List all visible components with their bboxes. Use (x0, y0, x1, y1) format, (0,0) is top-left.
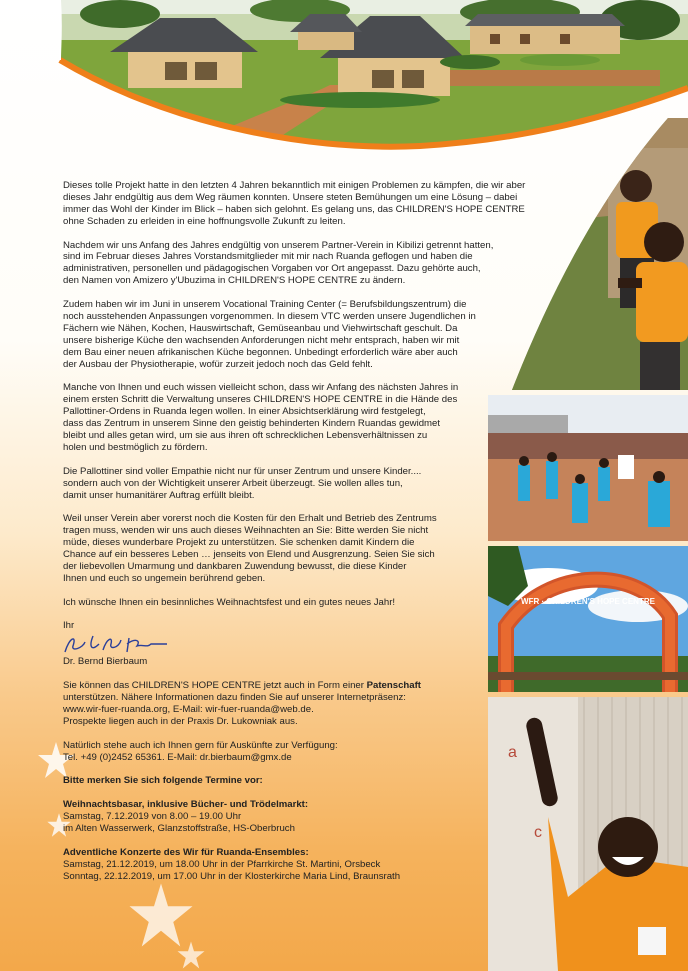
text-line: Ich wünsche Ihnen ein besinnliches Weihnachtsfest und ein gutes neues Jahr! (63, 596, 396, 608)
decorative-star-icon (176, 940, 206, 970)
closing-greeting (63, 620, 503, 632)
text-line: Dieses tolle Projekt hatte in den letzten 4 Jahren bekanntlich mit einigen Problemen zu kämpfen, die wir aber (63, 180, 526, 191)
paragraph-season-greeting (63, 597, 503, 609)
event-place: im Alten Wasserwerk, Glanzstoffstraße, HS-Oberbruch (63, 822, 295, 834)
photo-smiling-boy (488, 697, 688, 971)
photo-two-boys (488, 118, 688, 390)
sponsorship-bold: Patenschaft (366, 680, 422, 692)
text-line: den Namen von Amizero y'Ubuzima in CHILDREN'S HOPE CENTRE zu ändern. (63, 275, 406, 287)
text-line: immer das Wohl der Kinder im Blick – haben sich gelohnt. Es gelang uns, das CHILDREN'S HOPE CENTRE (63, 203, 525, 215)
text-line: sondern auch von der Wichtigkeit unserer Arbeit überzeugt. Sie wollen alles tun, (63, 477, 403, 489)
photo-dancers (488, 395, 688, 541)
text-line: ohne Schaden zu erleiden in eine hoffnungsvolle Zukunft zu leiten. (63, 215, 346, 227)
text-line: dieses Jahr endgültig aus dem Weg räumen konnten. Unsere steten Bemühungen um eine Lösung – dabei (63, 191, 518, 203)
gate-sign-text: WFR · CHILDREN'S HOPE CENTRE (521, 597, 655, 606)
sponsorship-text: Sie können das CHILDREN'S HOPE CENTRE jetzt auch in Form einer (63, 680, 367, 692)
header-photo-buildings (0, 0, 688, 150)
text-line: unterstützen. Nähere Informationen dazu finden Sie auf unserer Internetpräsenz: (63, 692, 406, 704)
text-line: Natürlich stehe auch ich Ihnen gern für Auskünfte zur Verfügung: (63, 739, 338, 751)
paragraph-pallottine-handover (63, 382, 503, 453)
text-line: Pallottiner-Ordens in Ruanda legen wollen. In einer Absichtserklärung wird festgelegt, (63, 406, 426, 418)
text-line: der Ausbau der Physiotherapie, wofür zurzeit jedoch noch das Geld fehlt. (63, 358, 373, 370)
contact-phone-email: Tel. +49 (0)2452 65361. E-Mail: dr.bierbaum@gmx.de (63, 751, 292, 763)
events-heading (63, 775, 503, 787)
event-date: Samstag, 7.12.2019 von 8.00 – 19.00 Uhr (63, 811, 242, 823)
text-line: der liebevollen Umarmung und dankbaren Zuwendung bewusst, die diese Kinder (63, 560, 407, 572)
paragraph-pallottine-empathy (63, 466, 503, 502)
paragraph-contact (63, 740, 503, 764)
text-line: sind im Februar dieses Jahres Vorstandsmitglieder mit mir nach Ruanda geflogen und haben die (63, 251, 473, 263)
text-line: Ihnen und euch so ungemein berührend geben. (63, 572, 266, 584)
text-line: Bitte merken Sie sich folgende Termine vor: (63, 775, 263, 787)
text-line: noch ausstehenden Anpassungen vorgenommen. In diesem VTC werden unsere Jugendlichen in (63, 310, 476, 322)
text-line: holen und bestmöglich zu fördern. (63, 441, 208, 453)
text-line: dem Bau einer neuen afrikanischen Küche begonnen. Unbedingt erforderlich wäre aber auch (63, 346, 458, 358)
event-title: Weihnachtsbasar, inklusive Bücher- und Trödelmarkt: (63, 799, 309, 811)
text-line: Chance auf ein besseres Leben … jenseits von Elend und Ausgrenzung. Seien Sie sich (63, 549, 435, 561)
event-bazaar (63, 799, 503, 835)
letter-body (63, 180, 526, 894)
text-line: dass das Zentrum in unserem Sinne den geistig behinderten Kindern Ruandas gewidmet (63, 418, 441, 430)
text-line: Nachdem wir uns Anfang des Jahres endgültig von unserem Partner-Verein in Kibilizi getrennt hatten, (63, 239, 494, 251)
text-line: unsere bisherige Küche den wachsenden Anforderungen nicht mehr entsprach, haben wir mit (63, 334, 460, 346)
text-line: Manche von Ihnen und euch wissen vielleicht schon, dass wir Anfang des nächsten Jahres in (63, 382, 459, 394)
text-line: Prospekte liegen auch in der Praxis Dr. Lukowniak aus. (63, 715, 298, 727)
text-line: administrativen, personellen und pädagogischen Vorgaben vor Ort angepasst. Dazu gehörte auch, (63, 263, 481, 275)
signature (63, 632, 503, 656)
text-line: Weil unser Verein aber vorerst noch die Kosten für den Erhalt und Betrieb des Zentrums (63, 513, 437, 525)
text-line: Dr. Bernd Bierbaum (63, 656, 148, 668)
event-title: Adventliche Konzerte des Wir für Ruanda-Ensembles: (63, 846, 309, 858)
text-line (63, 680, 503, 692)
paragraph-christmas-appeal (63, 513, 503, 584)
paragraph-partner-separation (63, 240, 503, 288)
paragraph-vtc (63, 299, 503, 370)
photo-gate (488, 546, 688, 692)
paragraph-project-problems (63, 180, 526, 228)
text-line: Zudem haben wir im Juni in unserem Vocational Training Center (= Berufsbildungszentrum) die (63, 299, 467, 311)
event-concerts (63, 847, 503, 883)
event-date: Sonntag, 22.12.2019, um 17.00 Uhr in der Klosterkirche Maria Lind, Braunsrath (63, 870, 401, 882)
closing-name (63, 656, 503, 668)
text-line: einem ersten Schritt die Verwaltung unseres CHILDREN'S HOPE CENTRE in die Hände des (63, 394, 458, 406)
text-line: tragen muss, wenden wir uns auch dieses Weihnachten an Sie: Bitte werden Sie nicht (63, 525, 429, 537)
svg-text:c: c (534, 824, 542, 841)
website-email-line: www.wir-fuer-ruanda.org, E-Mail: wir-fuer-ruanda@web.de. (63, 703, 314, 715)
text-line: bleibt und alles getan wird, um sie aus ihren oft schrecklichen Lebensverhältnissen zu (63, 429, 428, 441)
text-line: Die Pallottiner sind voller Empathie nicht nur für unser Zentrum und unsere Kinder.... (63, 465, 422, 477)
paragraph-sponsorship (63, 680, 503, 728)
event-date: Samstag, 21.12.2019, um 18.00 Uhr in der Pfarrkirche St. Martini, Orsbeck (63, 858, 381, 870)
text-line: damit unser humanitärer Auftrag erfüllt bleibt. (63, 489, 255, 501)
svg-text:a: a (508, 744, 517, 761)
text-line: müde, dieses wunderbare Projekt zu unterstützen. Sie schenken damit Kindern die (63, 537, 415, 549)
text-line: Fächern wie Nähen, Kochen, Hauswirtschaft, Gemüseanbau und Viehwirtschaft geschult. Da (63, 322, 458, 334)
text-line: Ihr (63, 620, 75, 632)
